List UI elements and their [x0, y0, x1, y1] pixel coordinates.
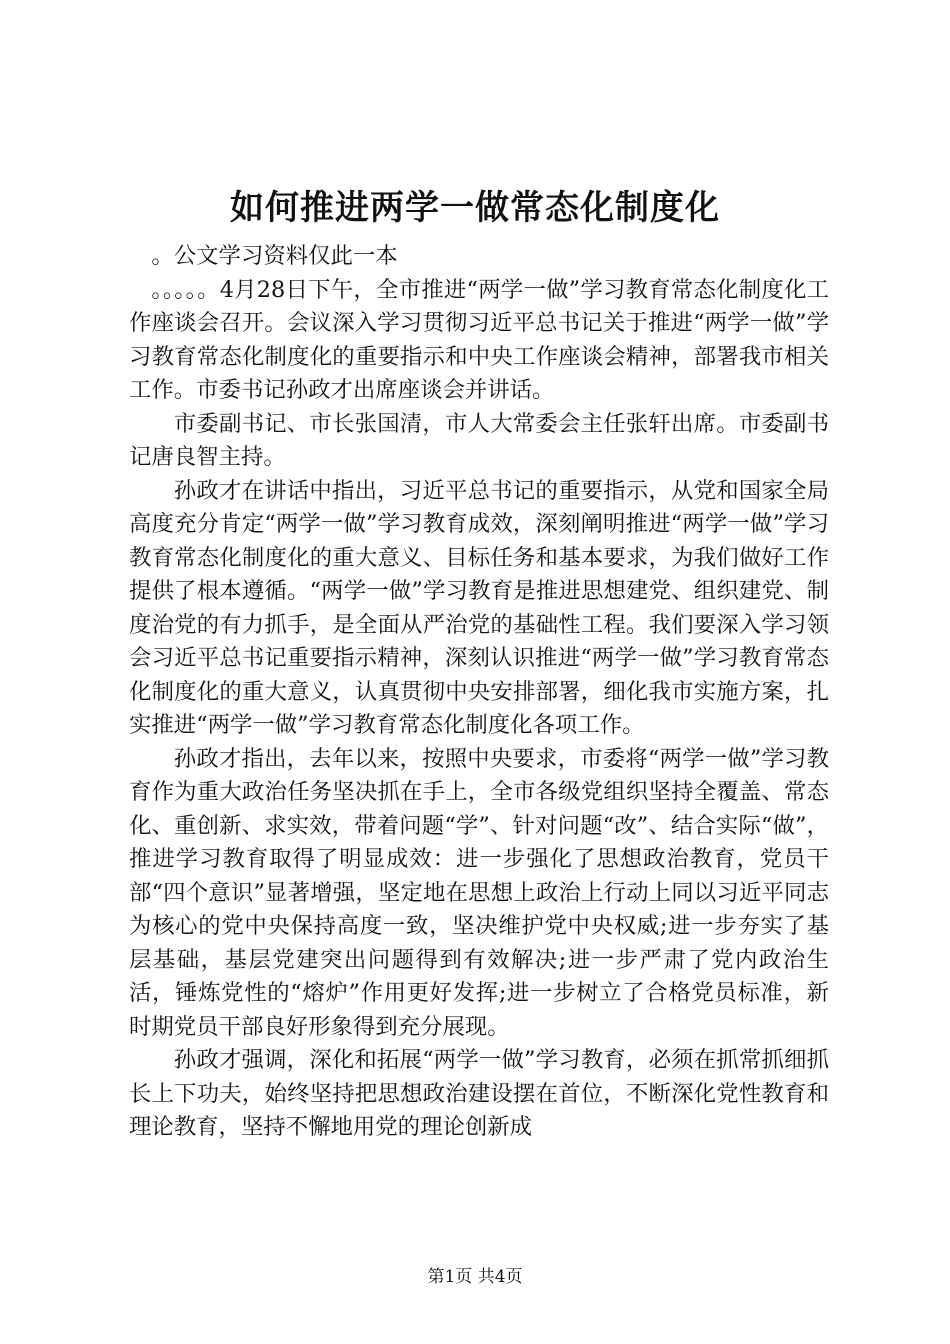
body-paragraph: 。公文学习资料仅此一本: [151, 243, 398, 269]
body-paragraph: 市委副书记、市长张国清，市人大常委会主任张轩出席。市委副书记唐良智主持。: [129, 410, 829, 470]
body-paragraph: 孙政才强调，深化和拓展“两学一做”学习教育，必须在抓常抓细抓长上下功夫，始终坚持把思想政治建设摆在首位，不断深化党性教育和理论教育，坚持不懈地用党的理论创新成: [129, 1047, 829, 1140]
body-paragraph: 。。。。。4月28日下午，全市推进“两学一做”学习教育常态化制度化工作座谈会召开。会议深入学习贯彻习近平总书记关于推进“两学一做”学习教育常态化制度化的重要指示和中央工作座谈会精神，部署我市相关工作。市委书记孙政才出席座谈会并讲话。: [129, 276, 829, 403]
body-paragraph: 孙政才在讲话中指出，习近平总书记的重要指示，从党和国家全局高度充分肯定“两学一做”学习教育成效，深刻阐明推进“两学一做”学习教育常态化制度化的重大意义、目标任务和基本要求，为我们做好工作提供了根本遵循。“两学一做”学习教育是推进思想建党、组织建党、制度治党的有力抓手，是全面从严治党的基础性工程。我们要深入学习领会习近平总书记重要指示精神，深刻认识推进“两学一做”学习教育常态化制度化的重大意义，认真贯彻中央安排部署，细化我市实施方案，扎实推进“两学一做”学习教育常态化制度化各项工作。: [129, 477, 829, 738]
document-title: 如何推进两学一做常态化制度化: [230, 188, 720, 228]
body-paragraph: 孙政才指出，去年以来，按照中央要求，市委将“两学一做”学习教育作为重大政治任务坚决抓在手上，全市各级党组织坚持全覆盖、常态化、重创新、求实效，带着问题“学”、针对问题“改”、结合实际“做”，推进学习教育取得了明显成效：进一步强化了思想政治教育，党员干部“四个意识”显著增强，坚定地在思想上政治上行动上同以习近平同志为核心的党中央保持高度一致，坚决维护党中央权威;进一步夯实了基层基础，基层党建突出问题得到有效解决;进一步严肃了党内政治生活，锤炼党性的“熔炉”作用更好发挥;进一步树立了合格党员标准，新时期党员干部良好形象得到充分展现。: [129, 745, 829, 1040]
document-body: [129, 240, 829, 1145]
page-footer: 第1页 共4页: [427, 1267, 523, 1287]
